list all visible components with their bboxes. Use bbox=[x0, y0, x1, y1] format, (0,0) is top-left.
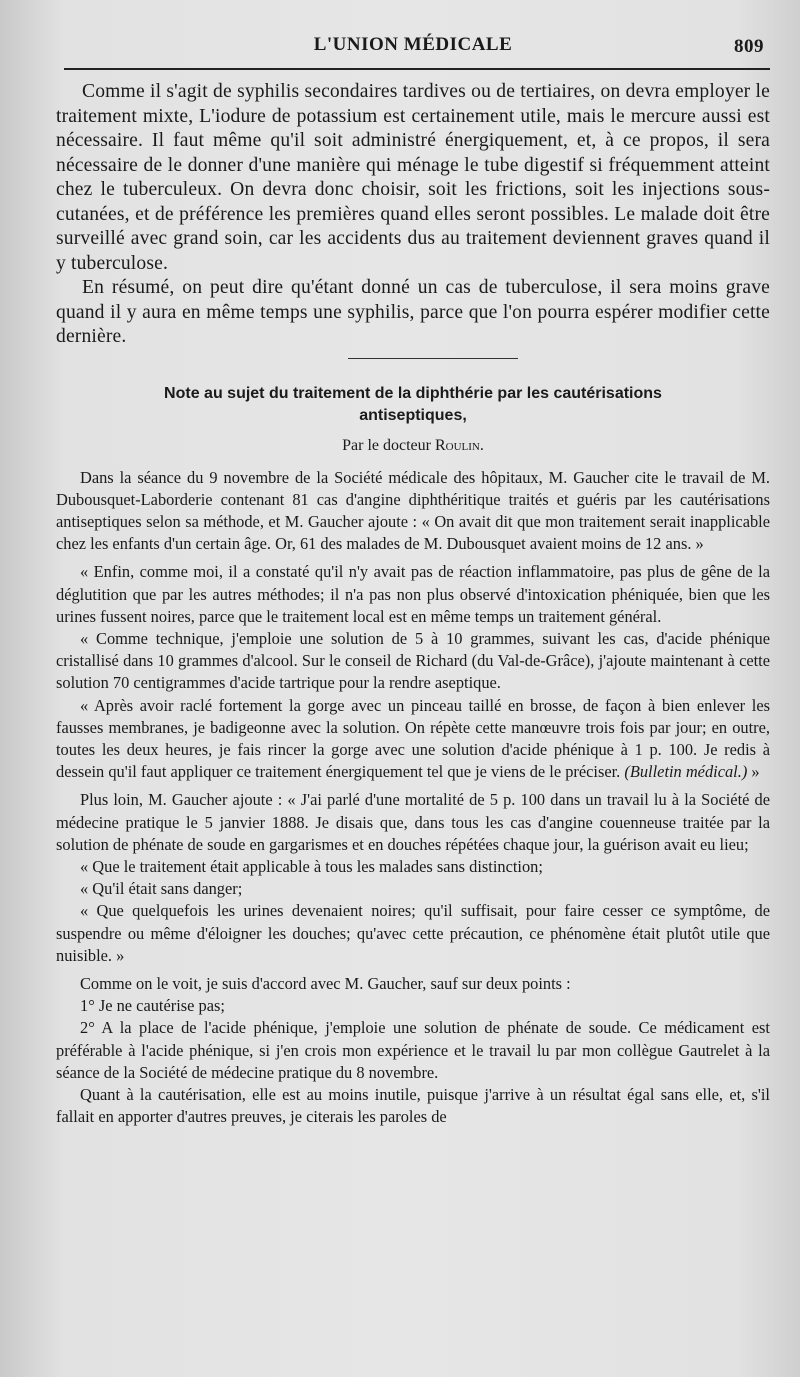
intro-section bbox=[56, 80, 770, 350]
paragraph: 2° A la place de l'acide phénique, j'emploie une solution de phénate de soude. Ce médicament est préférable à l'acide phénique, si j'en crois mon expérience et le travail lu par mon collègue Gautrelet à la séance de la Société de médecine pratique du 8 novembre. bbox=[56, 1018, 770, 1082]
paragraph: « Comme technique, j'emploie une solution de 5 à 10 grammes, suivant les cas, d'acide phénique cristallisé dans 10 grammes d'alcool. Sur le conseil de Richard (du Val-de-Grâce), j'ajoute maintenant à cette solution 70 centigrammes d'acide tartrique pour la rendre aseptique. bbox=[56, 628, 770, 693]
article-title bbox=[56, 383, 770, 427]
paragraph: Plus loin, M. Gaucher ajoute : « J'ai parlé d'une mortalité de 5 p. 100 dans un travail lu à la Société de médecine pratique le 5 janvier 1888. Je disais que, dans tous les cas d'angine couenneuse traitée par la solution de phénate de soude en gargarismes et en douches répétées chaque jour, la guérison avait eu lieu; bbox=[56, 790, 770, 854]
article-body bbox=[56, 467, 770, 1129]
article-title-line: antiseptiques, bbox=[359, 406, 467, 424]
article-title-line: Note au sujet du traitement de la diphthérie par les cautérisations bbox=[164, 384, 662, 402]
byline bbox=[56, 437, 770, 455]
paragraph: Comme on le voit, je suis d'accord avec M. Gaucher, sauf sur deux points : bbox=[80, 973, 571, 993]
byline-prefix: Par le docteur bbox=[342, 436, 435, 454]
running-header bbox=[56, 34, 770, 64]
paragraph: « Que le traitement était applicable à tous les malades sans distinction; bbox=[80, 856, 543, 876]
paragraph bbox=[56, 695, 770, 784]
header-rule bbox=[64, 68, 770, 70]
paragraph: Quant à la cautérisation, elle est au moins inutile, puisque j'arrive à un résultat égal sans elle, et, s'il fallait en apporter d'autres preuves, je citerais les paroles de bbox=[56, 1084, 770, 1127]
paragraph: En résumé, on peut dire qu'étant donné un cas de tuberculose, il sera moins grave quand il y aura en même temps une syphilis, parce que l'on pourra espérer modifier cette dernière. bbox=[56, 277, 770, 347]
citation: (Bulletin médical.) bbox=[624, 762, 748, 782]
section-separator bbox=[348, 358, 518, 359]
journal-title: L'UNION MÉDICALE bbox=[313, 34, 513, 55]
paragraph: « Que quelquefois les urines devenaient noires; qu'il suffisait, pour faire cesser ce symptôme, de suspendre ou même d'éloigner les douches; qu'avec cette précaution, ce phénomène était plutôt utile que nuisible. » bbox=[56, 901, 770, 965]
paragraph: Comme il s'agit de syphilis secondaires tardives ou de tertiaires, on devra employer le traitement mixte, L'iodure de potassium est certainement utile, mais le mercure aussi est nécessaire. Il faut même qu'il soit administré énergiquement, et, à ce propos, il sera nécessaire de le donner d'une manière qui ménage le tube digestif si fréquemment atteint chez le tuberculeux. On devra donc choisir, soit les frictions, soit les injections sous-cutanées, et de préférence les premières quand elles seront possibles. Le malade doit être surveillé avec grand soin, car les accidents dus au traitement deviennent graves quand il y tuberculose. bbox=[56, 81, 770, 274]
page-number: 809 bbox=[734, 36, 764, 57]
paragraph-text: « Après avoir raclé fortement la gorge avec un pinceau taillé en brosse, de façon à bien enlever les fausses membranes, je badigeonne avec la solution. On répète cette manœuvre trois fois par jour; en outre, toutes les deux heures, je fais rincer la gorge avec une solution d'acide phénique à 1 p. 100. Je redis à dessein qu'il faut appliquer ce traitement énergiquement tel que je viens de le préciser. bbox=[56, 695, 770, 782]
paragraph: « Qu'il était sans danger; bbox=[80, 879, 243, 899]
citation-closing: » bbox=[747, 762, 760, 782]
paragraph: « Enfin, comme moi, il a constaté qu'il n'y avait pas de réaction inflammatoire, pas plus de gêne de la déglutition que par les autres méthodes; il n'a pas non plus observé d'intoxication phéniquée, bien que les urines fussent noires, parce que le traitement local est en même temps un traitement général. bbox=[56, 562, 770, 626]
paragraph: 1° Je ne cautérise pas; bbox=[80, 996, 225, 1016]
paragraph: Dans la séance du 9 novembre de la Société médicale des hôpitaux, M. Gaucher cite le travail de M. Dubousquet-Laborderie contenant 81 cas d'angine diphthéritique traités et guéris par les cautérisations antiseptiques selon sa méthode, et M. Gaucher ajoute : « On avait dit que mon traitement serait inapplicable chez les enfants d'un certain âge. Or, 61 des malades de M. Dubousquet avaient moins de 12 ans. » bbox=[56, 467, 770, 554]
author-name: Roulin. bbox=[434, 436, 484, 454]
